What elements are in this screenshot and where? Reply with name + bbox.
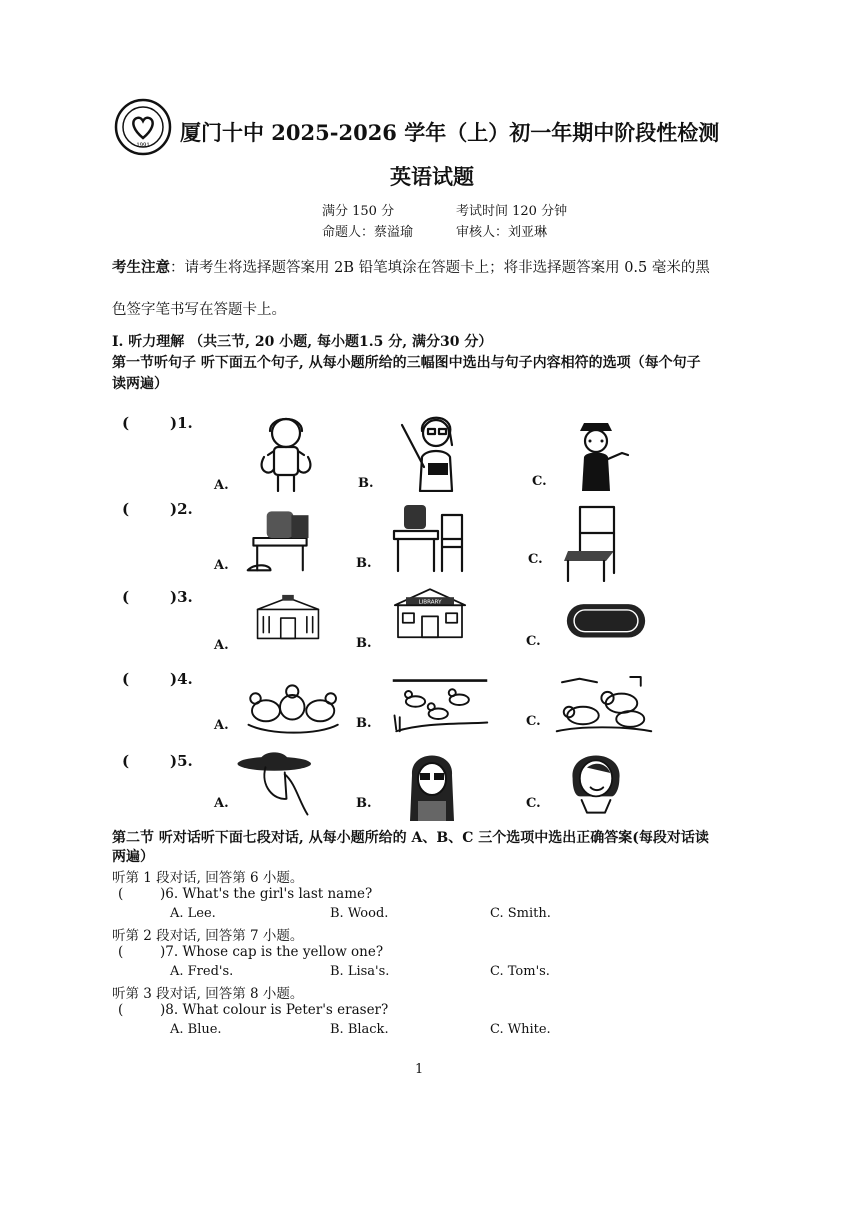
part1-heading: I. 听力理解 （共三节, 20 小题, 每小题1.5 分, 满分30 分） <box>112 334 493 350</box>
answer-option[interactable]: A. Lee. <box>170 906 216 921</box>
option-label: B. <box>356 796 372 811</box>
author: 命题人：蔡溢瑜 <box>322 225 414 240</box>
woman-hat-icon[interactable] <box>230 748 322 818</box>
reviewer: 审核人：刘亚琳 <box>456 225 548 240</box>
question-number: )4. <box>170 670 193 688</box>
answer-option[interactable]: B. Wood. <box>330 906 389 921</box>
option-label: A. <box>214 718 229 733</box>
answer-paren[interactable]: ( <box>118 1002 124 1018</box>
library-icon[interactable] <box>382 586 478 650</box>
notice-line-1 <box>112 256 710 277</box>
girl-icon[interactable] <box>246 410 326 492</box>
answer-option[interactable]: A. Fred's. <box>170 964 234 979</box>
option-label: C. <box>532 474 547 489</box>
question-number: )5. <box>170 752 193 770</box>
dialog-intro: 听第 1 段对话, 回答第 6 小题。 <box>112 870 304 886</box>
ducks-icon[interactable] <box>382 670 498 740</box>
full-score: 满分 150 分 <box>322 204 395 219</box>
option-label: B. <box>358 476 374 491</box>
question-number: )3. <box>170 588 193 606</box>
option-label: C. <box>526 796 541 811</box>
answer-paren[interactable]: ( <box>122 588 130 606</box>
answer-paren[interactable]: ( <box>122 752 130 770</box>
desk-with-bag-icon[interactable] <box>240 500 320 576</box>
desk-and-chair-icon[interactable] <box>388 494 468 576</box>
option-label: B. <box>356 556 372 571</box>
question-number: )2. <box>170 500 193 518</box>
seal-year: 1991 <box>136 143 150 149</box>
answer-option[interactable]: C. White. <box>490 1022 551 1037</box>
dialog-intro: 听第 3 段对话, 回答第 8 小题。 <box>112 986 304 1002</box>
dialog-question: )8. What colour is Peter's eraser? <box>160 1002 389 1018</box>
answer-paren[interactable]: ( <box>122 670 130 688</box>
answer-paren[interactable]: ( <box>118 886 124 902</box>
option-label: A. <box>214 558 229 573</box>
school-seal-icon <box>114 98 172 156</box>
answer-option[interactable]: A. Blue. <box>170 1022 222 1037</box>
page-title: 厦门十中 2025-2026 学年（上）初一年期中阶段性检测 <box>180 120 720 145</box>
answer-option[interactable]: B. Black. <box>330 1022 389 1037</box>
dialog-intro: 听第 2 段对话, 回答第 7 小题。 <box>112 928 304 944</box>
option-label: B. <box>356 636 372 651</box>
pigs-icon[interactable] <box>546 670 662 740</box>
notice-text: ：请考生将选择题答案用 2B 铅笔填涂在答题卡上；将非选择题答案用 0.5 毫米的黑 <box>170 260 710 276</box>
answer-option[interactable]: B. Lisa's. <box>330 964 390 979</box>
option-label: A. <box>214 638 229 653</box>
building-icon[interactable] <box>240 592 336 650</box>
exam-time: 考试时间 120 分钟 <box>456 204 568 219</box>
option-label: B. <box>356 716 372 731</box>
option-label: C. <box>526 634 541 649</box>
svg-text:LIBRARY: LIBRARY <box>418 599 442 606</box>
chickens-icon[interactable] <box>236 674 352 744</box>
dialog-question: )7. Whose cap is the yellow one? <box>160 944 384 960</box>
section1-heading-cont: 读两遍） <box>112 376 168 392</box>
notice-label: 考生注意 <box>112 259 170 276</box>
answer-paren[interactable]: ( <box>118 944 124 960</box>
answer-paren[interactable]: ( <box>122 414 130 432</box>
section2-heading-cont: 两遍） <box>112 849 154 865</box>
dialog-question: )6. What's the girl's last name? <box>160 886 373 902</box>
section2-heading: 第二节 听对话听下面七段对话, 从每小题所给的 A、B、C 三个选项中选出正确答案(每段对话读 <box>112 830 709 846</box>
option-label: C. <box>526 714 541 729</box>
page-subtitle: 英语试题 <box>390 164 474 189</box>
girl-glasses-icon[interactable] <box>392 744 472 826</box>
answer-paren[interactable]: ( <box>122 500 130 518</box>
playground-icon[interactable] <box>548 594 664 652</box>
teacher-icon[interactable] <box>392 410 472 492</box>
option-label: A. <box>214 478 229 493</box>
option-label: C. <box>528 552 543 567</box>
police-officer-icon[interactable] <box>556 410 636 492</box>
notice-line-2: 色签字笔书写在答题卡上。 <box>112 302 286 318</box>
page-number: 1 <box>415 1062 424 1077</box>
answer-option[interactable]: C. Tom's. <box>490 964 550 979</box>
answer-option[interactable]: C. Smith. <box>490 906 551 921</box>
question-number: )1. <box>170 414 193 432</box>
option-label: A. <box>214 796 229 811</box>
chair-icon[interactable] <box>554 500 634 582</box>
section1-heading: 第一节听句子 听下面五个句子, 从每小题所给的三幅图中选出与句子内容相符的选项（每个句子 <box>112 355 701 371</box>
woman-icon[interactable] <box>556 746 636 818</box>
